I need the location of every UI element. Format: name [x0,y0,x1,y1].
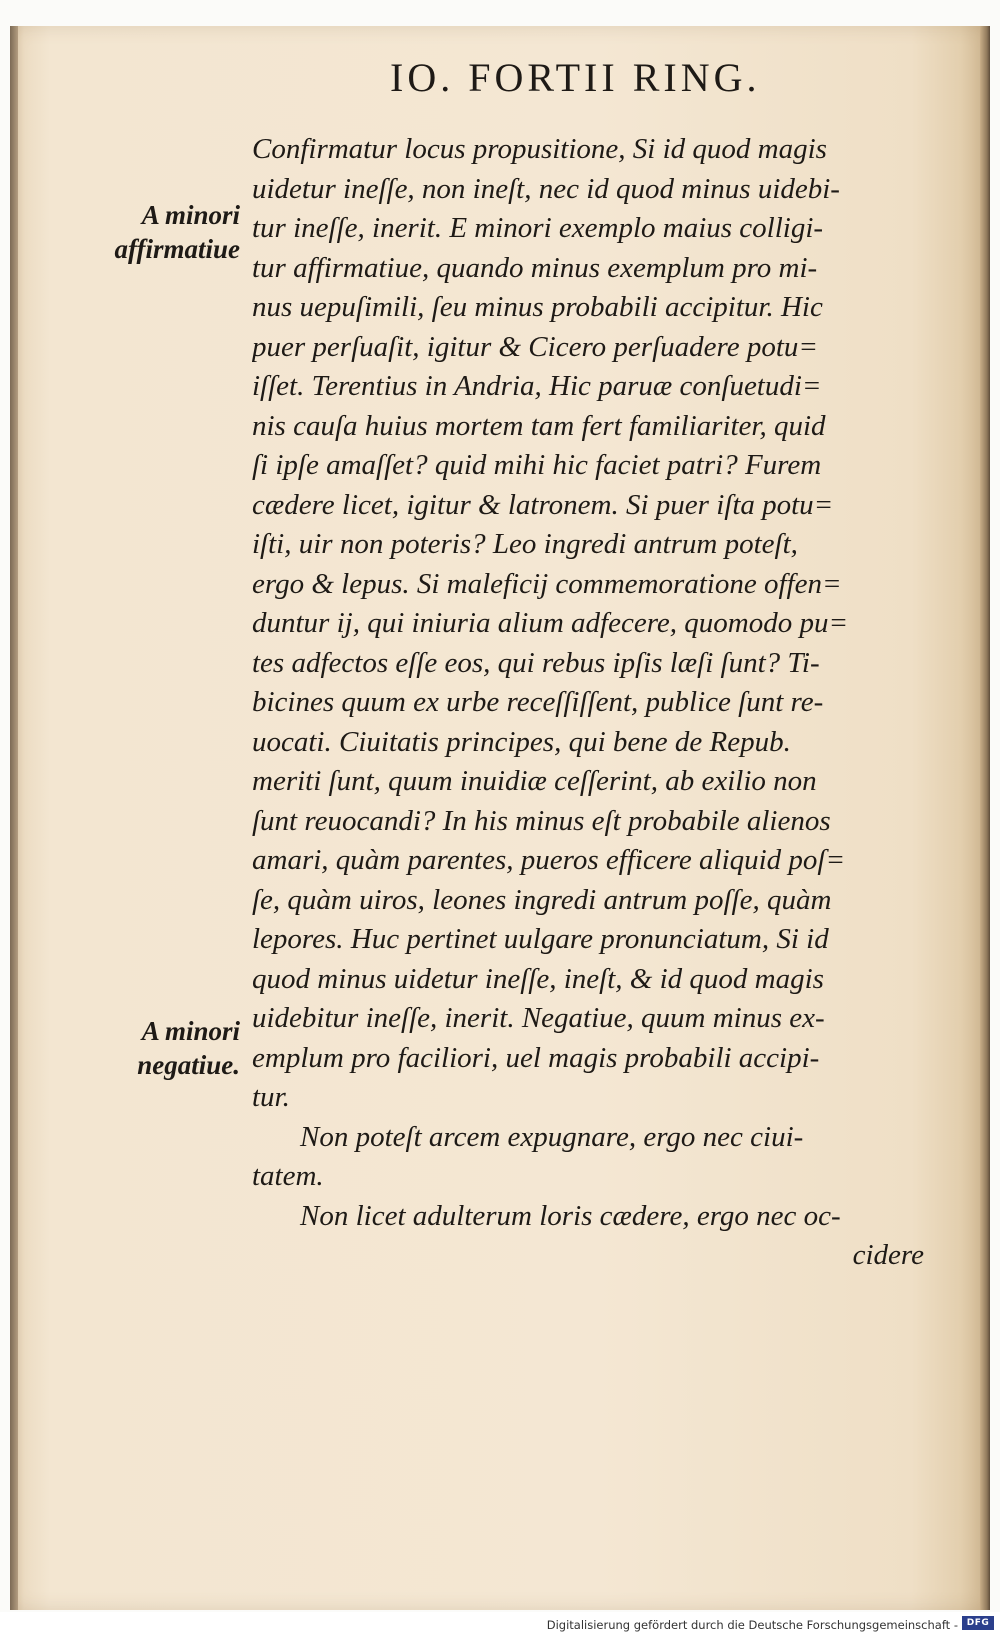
margin-note-affirmatiue [80,198,240,266]
dfg-logo [962,1616,994,1630]
text-line: Non poteſt arcem expugnare, ergo nec ciui- [300,1120,804,1153]
text-line: tur affirmatiue, quando minus exemplum pro mi- [252,251,818,284]
body-text [252,130,952,1276]
margin-note-line: affirmatiue [114,234,240,264]
text-line: nis cauſa huius mortem tam fert familiariter, quid [252,409,826,442]
page-fore-edge [980,26,990,1610]
text-line: emplum pro faciliori, uel magis probabili accipi- [252,1041,820,1074]
text-line: tes adfectos eſſe eos, qui rebus ipſis læſi ſunt? Ti- [252,646,820,679]
text-line: puer perſuaſit, igitur & Cicero perſuadere potu= [252,330,818,363]
text-line: bicines quum ex urbe receſſiſſent, publice ſunt re- [252,686,824,718]
text-line: Non licet adulterum loris cædere, ergo nec oc- [300,1199,841,1232]
running-head: IO. FORTII RING. [390,55,761,100]
text-line: iſti, uir non poteris? Leo ingredi antrum poteſt, [252,528,798,560]
text-line: ſunt reuocandi? In his minus eſt probabile alienos [252,804,831,837]
text-line: amari, quàm parentes, pueros efficere aliquid poſ= [252,844,846,876]
funding-notice: Digitalisierung gefördert durch die Deutsche Forschungsgemeinschaft - [546,1618,958,1632]
margin-note-line: A minori [141,1016,240,1046]
margin-note-negatiue [80,1014,240,1082]
text-line: ſi ipſe amaſſet? quid mihi hic faciet patri? Furem [252,449,822,481]
text-line: duntur ij, qui iniuria alium adfecere, quomodo pu= [252,607,849,639]
text-line: iſſet. Terentius in Andria, Hic paruæ conſuetudi= [252,370,822,402]
text-line: meriti ſunt, quum inuidiæ ceſſerint, ab exilio non [252,765,817,797]
dfg-logo-text: DFG [966,1618,990,1628]
text-line: ergo & lepus. Si maleficij commemoratione offen= [252,567,842,600]
page-gutter-edge [10,26,18,1610]
catchword: cidere [852,1239,924,1271]
text-line: lepores. Huc pertinet uulgare pronunciatum, Si id [252,923,829,955]
text-line: quod minus uidetur ineſſe, ineſt, & id quod magis [252,962,824,995]
text-line: uocati. Ciuitatis principes, qui bene de Repub. [252,725,791,758]
text-line: tur ineſſe, inerit. E minori exemplo maius colligi- [252,212,824,244]
text-line: Confirmatur locus propusitione, Si id quod magis [252,133,827,165]
margin-note-line: A minori [141,200,240,230]
text-line: tatem. [252,1160,324,1192]
margin-note-line: negatiue. [137,1050,240,1080]
text-line: tur. [252,1081,290,1113]
text-line: uidetur ineſſe, non ineſt, nec id quod minus uidebi- [252,172,840,205]
text-line: uidebitur ineſſe, inerit. Negatiue, quum minus ex- [252,1002,825,1034]
text-line: nus uериſimili, ſeu minus probabili accipitur. Hic [252,291,823,323]
text-line: cædere licet, igitur & latronem. Si puer iſta potu= [252,488,834,521]
text-line: ſe, quàm uiros, leones ingredi antrum poſſe, quàm [252,883,832,916]
